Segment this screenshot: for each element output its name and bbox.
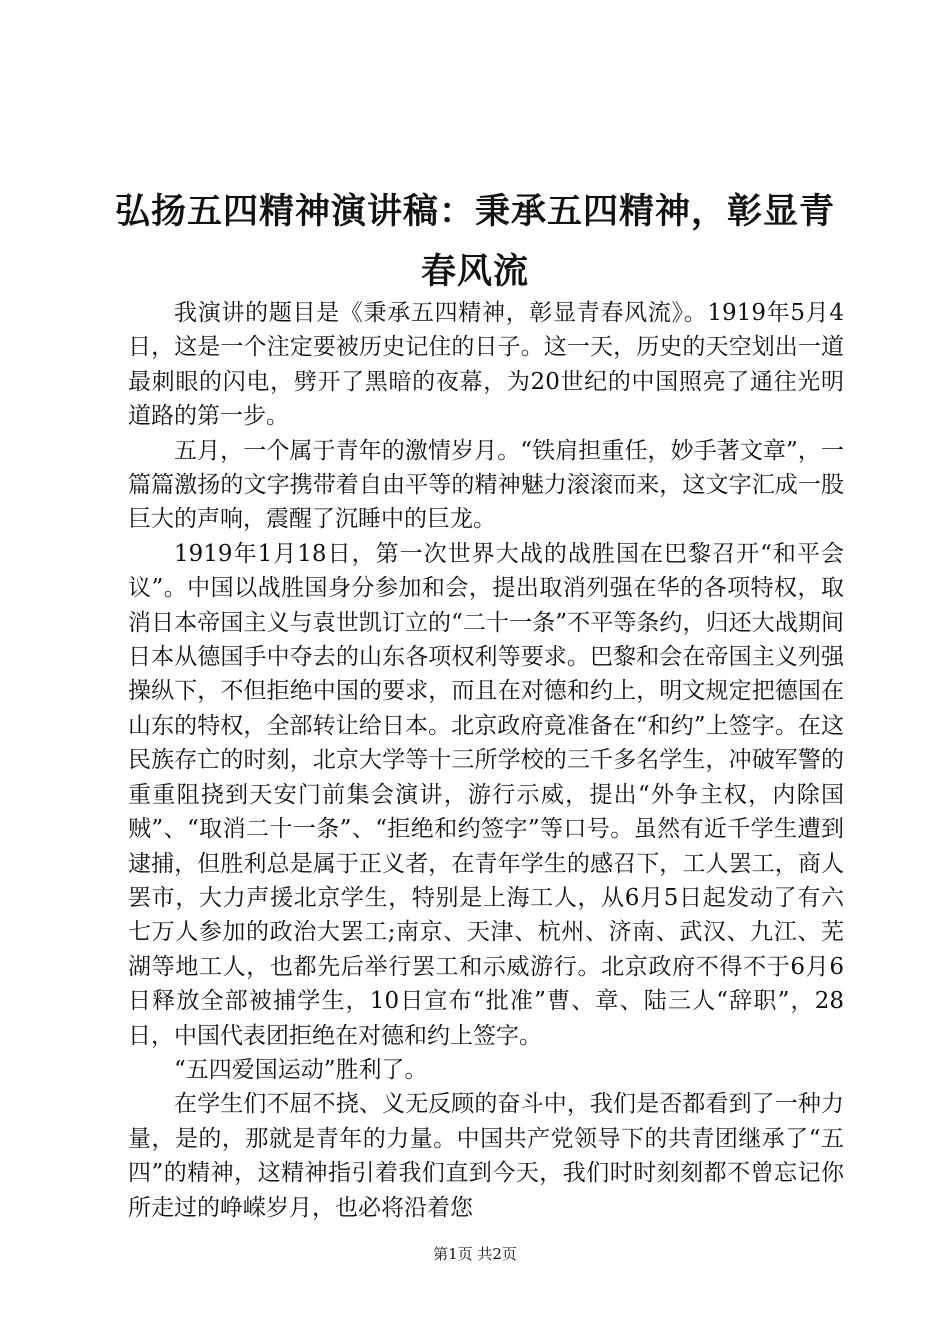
page-number-footer: 第1页 共2页 [433,1245,517,1263]
paragraph-history: 1919年1月18日，第一次世界大战的战胜国在巴黎召开“和平会议”。中国以战胜国身分参加和会，提出取消列强在华的各项特权，取消日本帝国主义与袁世凯订立的“二十一条”不平等条约，归还大战期间日本从德国手中夺去的山东各项权利等要求。巴黎和会在帝国主义列强操纵下，不但拒绝中国的要求，而且在对德和约上，明文规定把德国在山东的特权，全部转让给日本。北京政府竟准备在“和约”上签字。在这民族存亡的时刻，北京大学等十三所学校的三千多名学生，冲破军警的重重阻挠到天安门前集会演讲，游行示威，提出“外争主权，内除国贼”、“取消二十一条”、“拒绝和约签字”等口号。虽然有近千学生遭到逮捕，但胜利总是属于正义者，在青年学生的感召下，工人罢工，商人罢市，大力声援北京学生，特别是上海工人，从6月5日起发动了有六七万人参加的政治大罢工;南京、天津、杭州、济南、武汉、九江、芜湖等地工人，也都先后举行罢工和示威游行。北京政府不得不于6月6日释放全部被捕学生，10日宣布“批准”曹、章、陆三人“辞职”，28日，中国代表团拒绝在对德和约上签字。 [128,540,844,1049]
paragraph-youth-power: 在学生们不屈不挠、义无反顾的奋斗中，我们是否都看到了一种力量，是的，那就是青年的力量。中国共产党领导下的共青团继承了“五四”的精神，这精神指引着我们直到今天，我们时时刻刻都不曾忘记你所走过的峥嵘岁月，也必将沿着您 [128,1091,844,1221]
paragraph-victory: “五四爱国运动”胜利了。 [174,1056,428,1083]
paragraph-may: 五月，一个属于青年的激情岁月。“铁肩担重任，妙手著文章”，一篇篇激扬的文字携带着自由平等的精神魅力滚滚而来，这文字汇成一股巨大的声响，震醒了沉睡中的巨龙。 [128,437,844,533]
paragraph-intro: 我演讲的题目是《秉承五四精神，彰显青春风流》。1919年5月4日，这是一个注定要被历史记住的日子。这一天，历史的天空划出一道最刺眼的闪电，劈开了黑暗的夜幕，为20世纪的中国照亮了通往光明道路的第一步。 [128,300,844,430]
document-title: 弘扬五四精神演讲稿：秉承五四精神，彰显青春风流 [114,192,835,292]
document-body [128,296,844,1225]
